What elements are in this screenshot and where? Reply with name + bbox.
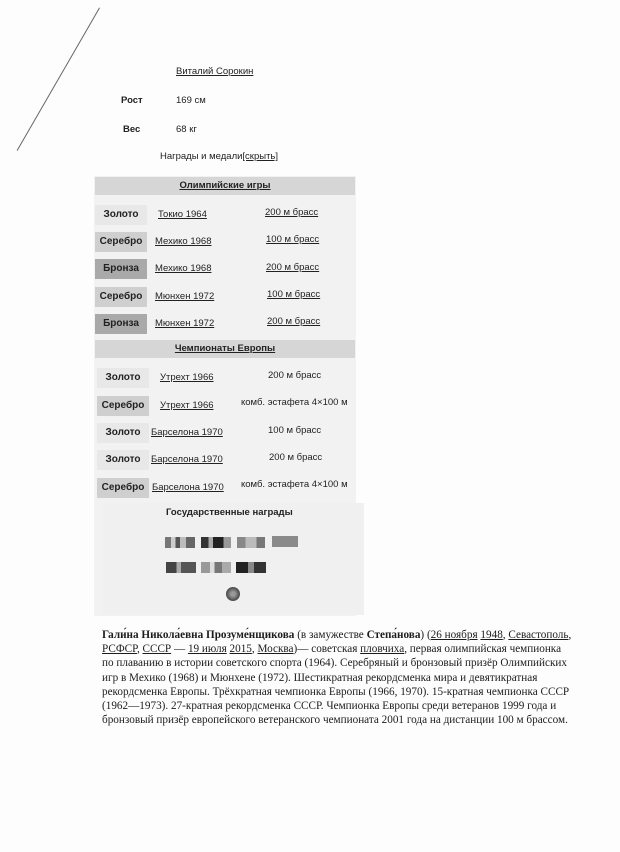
birth-year-link[interactable]: 1948: [480, 629, 503, 641]
discipline-text: комб. эстафета 4×100 м: [241, 397, 348, 408]
death-city-link[interactable]: Москва: [257, 643, 294, 656]
discipline-text: 200 м брасс: [269, 452, 323, 463]
award-ribbon: [237, 537, 265, 548]
swimmer-link[interactable]: пловчиха: [360, 643, 405, 656]
state-awards-title: Государственные награды: [166, 507, 293, 518]
awards-heading: [160, 151, 278, 162]
awards-label: Награды и медали: [160, 151, 243, 162]
weight-label: Вес: [123, 124, 141, 135]
discipline-link[interactable]: 200 м брасс: [266, 262, 320, 273]
medal-badge: Золото: [95, 205, 147, 225]
discipline-link[interactable]: 200 м брасс: [265, 207, 319, 218]
event-link[interactable]: Утрехт 1966: [160, 372, 214, 383]
award-ribbon: [201, 562, 231, 573]
medal-badge: Бронза: [95, 259, 147, 279]
text-fragment: —: [171, 643, 188, 656]
married-name: Степа́нова: [366, 629, 421, 641]
medal-badge: Серебро: [95, 232, 147, 252]
award-ribbon: [165, 537, 195, 548]
biography-paragraph: [102, 628, 572, 727]
text-fragment: ,: [502, 629, 509, 641]
order-medal-icon: [226, 587, 240, 601]
text-fragment: (в замужестве: [294, 629, 367, 641]
weight-value: 68 кг: [176, 124, 197, 135]
discipline-link[interactable]: 200 м брасс: [267, 316, 321, 327]
height-label: Рост: [121, 95, 143, 106]
award-ribbon: [236, 562, 266, 573]
birth-city-link[interactable]: Севастополь: [508, 629, 569, 641]
event-link[interactable]: Мехико 1968: [155, 263, 212, 274]
discipline-text: 200 м брасс: [268, 370, 322, 381]
rsfsr-link[interactable]: РСФСР: [102, 643, 137, 656]
ussr-link[interactable]: СССР: [142, 643, 172, 656]
text-fragment: ) (: [420, 629, 431, 641]
europe-section-header: [95, 340, 355, 358]
medal-badge: Бронза: [95, 314, 147, 334]
event-link[interactable]: Утрехт 1966: [160, 400, 214, 411]
death-year-link[interactable]: 2015: [229, 643, 252, 656]
event-link[interactable]: Барселона 1970: [151, 427, 223, 438]
athlete-name-link[interactable]: Виталий Сорокин: [176, 66, 254, 77]
event-link[interactable]: Мехико 1968: [155, 236, 212, 247]
event-link[interactable]: Барселона 1970: [152, 482, 224, 493]
medal-badge: Серебро: [97, 396, 149, 416]
death-day-link[interactable]: 19 июля: [187, 643, 227, 656]
text-fragment: , первая олимпийская чемпионка по плаванию в истории советского спорта (1964). Серебряный и бронзовый призёр Олимпийских игр в Мехико (1968) и Мюнхене (1972). Шестикратная рекордсменка мира и девятикратная рекордсменка Европы. Трёхкратная чемпионка Европы (1966, 1970). 15-кратная чемпионка СССР (1962—1973). 27-кратная рекордсменка СССР. Чемпионка Европы среди ветеранов 1999 года и бронзовый призёр европейского ветеранского чемпионата 2001 года на дистанции 100 м брассом.: [102, 643, 570, 727]
discipline-link[interactable]: 100 м брасс: [266, 234, 320, 245]
medal-badge: Серебро: [97, 478, 149, 498]
event-link[interactable]: Мюнхен 1972: [155, 291, 215, 302]
discipline-link[interactable]: 100 м брасс: [267, 289, 321, 300]
award-ribbon: [272, 536, 298, 547]
text-fragment: ,: [568, 629, 572, 641]
event-link[interactable]: Барселона 1970: [151, 454, 223, 465]
medal-badge: Серебро: [95, 287, 147, 307]
medal-badge: Золото: [97, 450, 149, 470]
award-ribbon: [166, 562, 196, 573]
height-value: 169 см: [176, 95, 206, 106]
award-ribbon: [201, 537, 231, 548]
birth-day-link[interactable]: 26 ноября: [430, 629, 478, 641]
event-link[interactable]: Мюнхен 1972: [155, 318, 215, 329]
text-fragment: ,: [251, 643, 258, 656]
europe-section-title: Чемпионаты Европы: [174, 343, 276, 354]
event-link[interactable]: Токио 1964: [158, 209, 207, 220]
olympics-section-header: [95, 177, 355, 195]
text-fragment: ,: [136, 643, 143, 656]
discipline-text: 100 м брасс: [268, 425, 322, 436]
medal-badge: Золото: [97, 368, 149, 388]
discipline-text: комб. эстафета 4×100 м: [241, 479, 348, 490]
olympics-section-title: Олимпийские игры: [179, 180, 271, 191]
person-name: Гали́на Никола́евна Прозуме́нщикова: [102, 629, 295, 641]
scan-edge-line: [17, 8, 100, 151]
medal-badge: Золото: [97, 423, 149, 443]
hide-awards-link[interactable]: [скрыть]: [242, 151, 279, 162]
text-fragment: )— советская: [293, 643, 361, 656]
